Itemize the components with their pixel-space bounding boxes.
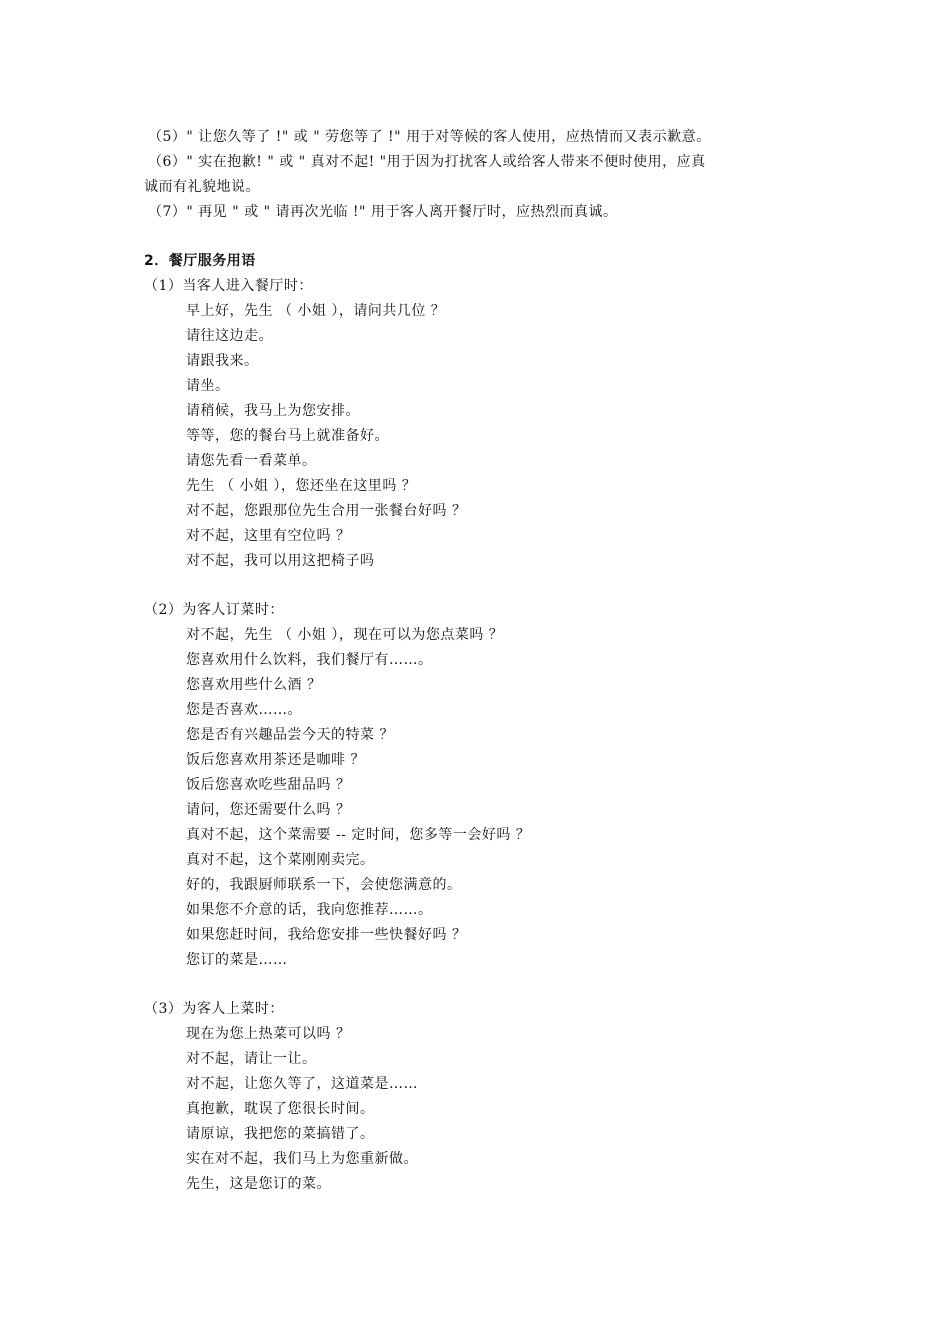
sub3-line: 先生，这是您订的菜。 — [186, 1176, 331, 1192]
sub1-line: 请跟我来。 — [186, 353, 259, 369]
sub1-line: 请您先看一看菜单。 — [186, 453, 317, 469]
sub1-line: 请稍候，我马上为您安排。 — [186, 403, 360, 419]
intro-item-6: （6）" 实在抱歉! " 或 " 真对不起! "用于因为打扰客人或给客人带来不便时使用，应真 — [148, 154, 706, 170]
sub3-line: 对不起，让您久等了，这道菜是…… — [186, 1076, 418, 1092]
sub1-line: 对不起，您跟那位先生合用一张餐台好吗 ？ — [186, 503, 467, 519]
subsection-1-title: （1）当客人进入餐厅时： — [144, 278, 313, 294]
intro-item-7: （7）" 再见 " 或 " 请再次光临 !" 用于客人离开餐厅时，应热烈而真诚。 — [148, 204, 618, 220]
sub2-line: 您是否有兴趣品尝今天的特菜 ？ — [186, 727, 394, 743]
sub2-line: 您是否喜欢……。 — [186, 702, 302, 718]
sub2-line: 如果您赶时间，我给您安排一些快餐好吗 ？ — [186, 927, 467, 943]
sub2-line: 好的，我跟厨师联系一下，会使您满意的。 — [186, 877, 462, 893]
sub3-line: 对不起，请让一让。 — [186, 1051, 317, 1067]
sub2-line: 如果您不介意的话，我向您推荐……。 — [186, 902, 433, 918]
sub2-line: 真对不起，这个菜刚刚卖完。 — [186, 852, 375, 868]
sub1-line: 对不起，我可以用这把椅子吗 — [186, 553, 375, 569]
sub3-line: 现在为您上热菜可以吗 ？ — [186, 1026, 351, 1042]
sub1-line: 早上好，先生 （ 小姐 ），请问共几位 ？ — [186, 303, 446, 319]
subsection-2-title: （2）为客人订菜时： — [144, 602, 284, 618]
sub3-line: 实在对不起，我们马上为您重新做。 — [186, 1151, 418, 1167]
subsection-3-title: （3）为客人上菜时： — [144, 1001, 284, 1017]
sub2-line: 对不起，先生 （ 小姐 ），现在可以为您点菜吗 ？ — [186, 627, 504, 643]
section-title: 2．餐厅服务用语 — [144, 253, 256, 269]
sub1-line: 请坐。 — [186, 378, 230, 394]
sub2-line: 真对不起，这个菜需要 -- 定时间，您多等一会好吗 ？ — [186, 827, 531, 843]
sub1-line: 请往这边走。 — [186, 328, 273, 344]
intro-item-6-continued: 诚而有礼貌地说。 — [144, 179, 260, 195]
sub3-line: 请原谅，我把您的菜搞错了。 — [186, 1126, 375, 1142]
sub2-line: 饭后您喜欢吃些甜品吗 ？ — [186, 777, 351, 793]
sub2-line: 您喜欢用些什么酒 ？ — [186, 677, 322, 693]
sub1-line: 先生 （ 小姐 ），您还坐在这里吗 ？ — [186, 478, 417, 494]
sub2-line: 请问，您还需要什么吗 ？ — [186, 802, 351, 818]
sub3-line: 真抱歉，耽误了您很长时间。 — [186, 1101, 375, 1117]
sub1-line: 等等，您的餐台马上就准备好。 — [186, 428, 389, 444]
sub2-line: 您喜欢用什么饮料，我们餐厅有……。 — [186, 652, 433, 668]
sub1-line: 对不起，这里有空位吗 ？ — [186, 528, 351, 544]
intro-item-5: （5）" 让您久等了 !" 或 " 劳您等了 !" 用于对等候的客人使用，应热情而又表示歉意。 — [148, 129, 711, 145]
sub2-line: 您订的菜是…… — [186, 952, 288, 968]
sub2-line: 饭后您喜欢用茶还是咖啡 ？ — [186, 752, 365, 768]
